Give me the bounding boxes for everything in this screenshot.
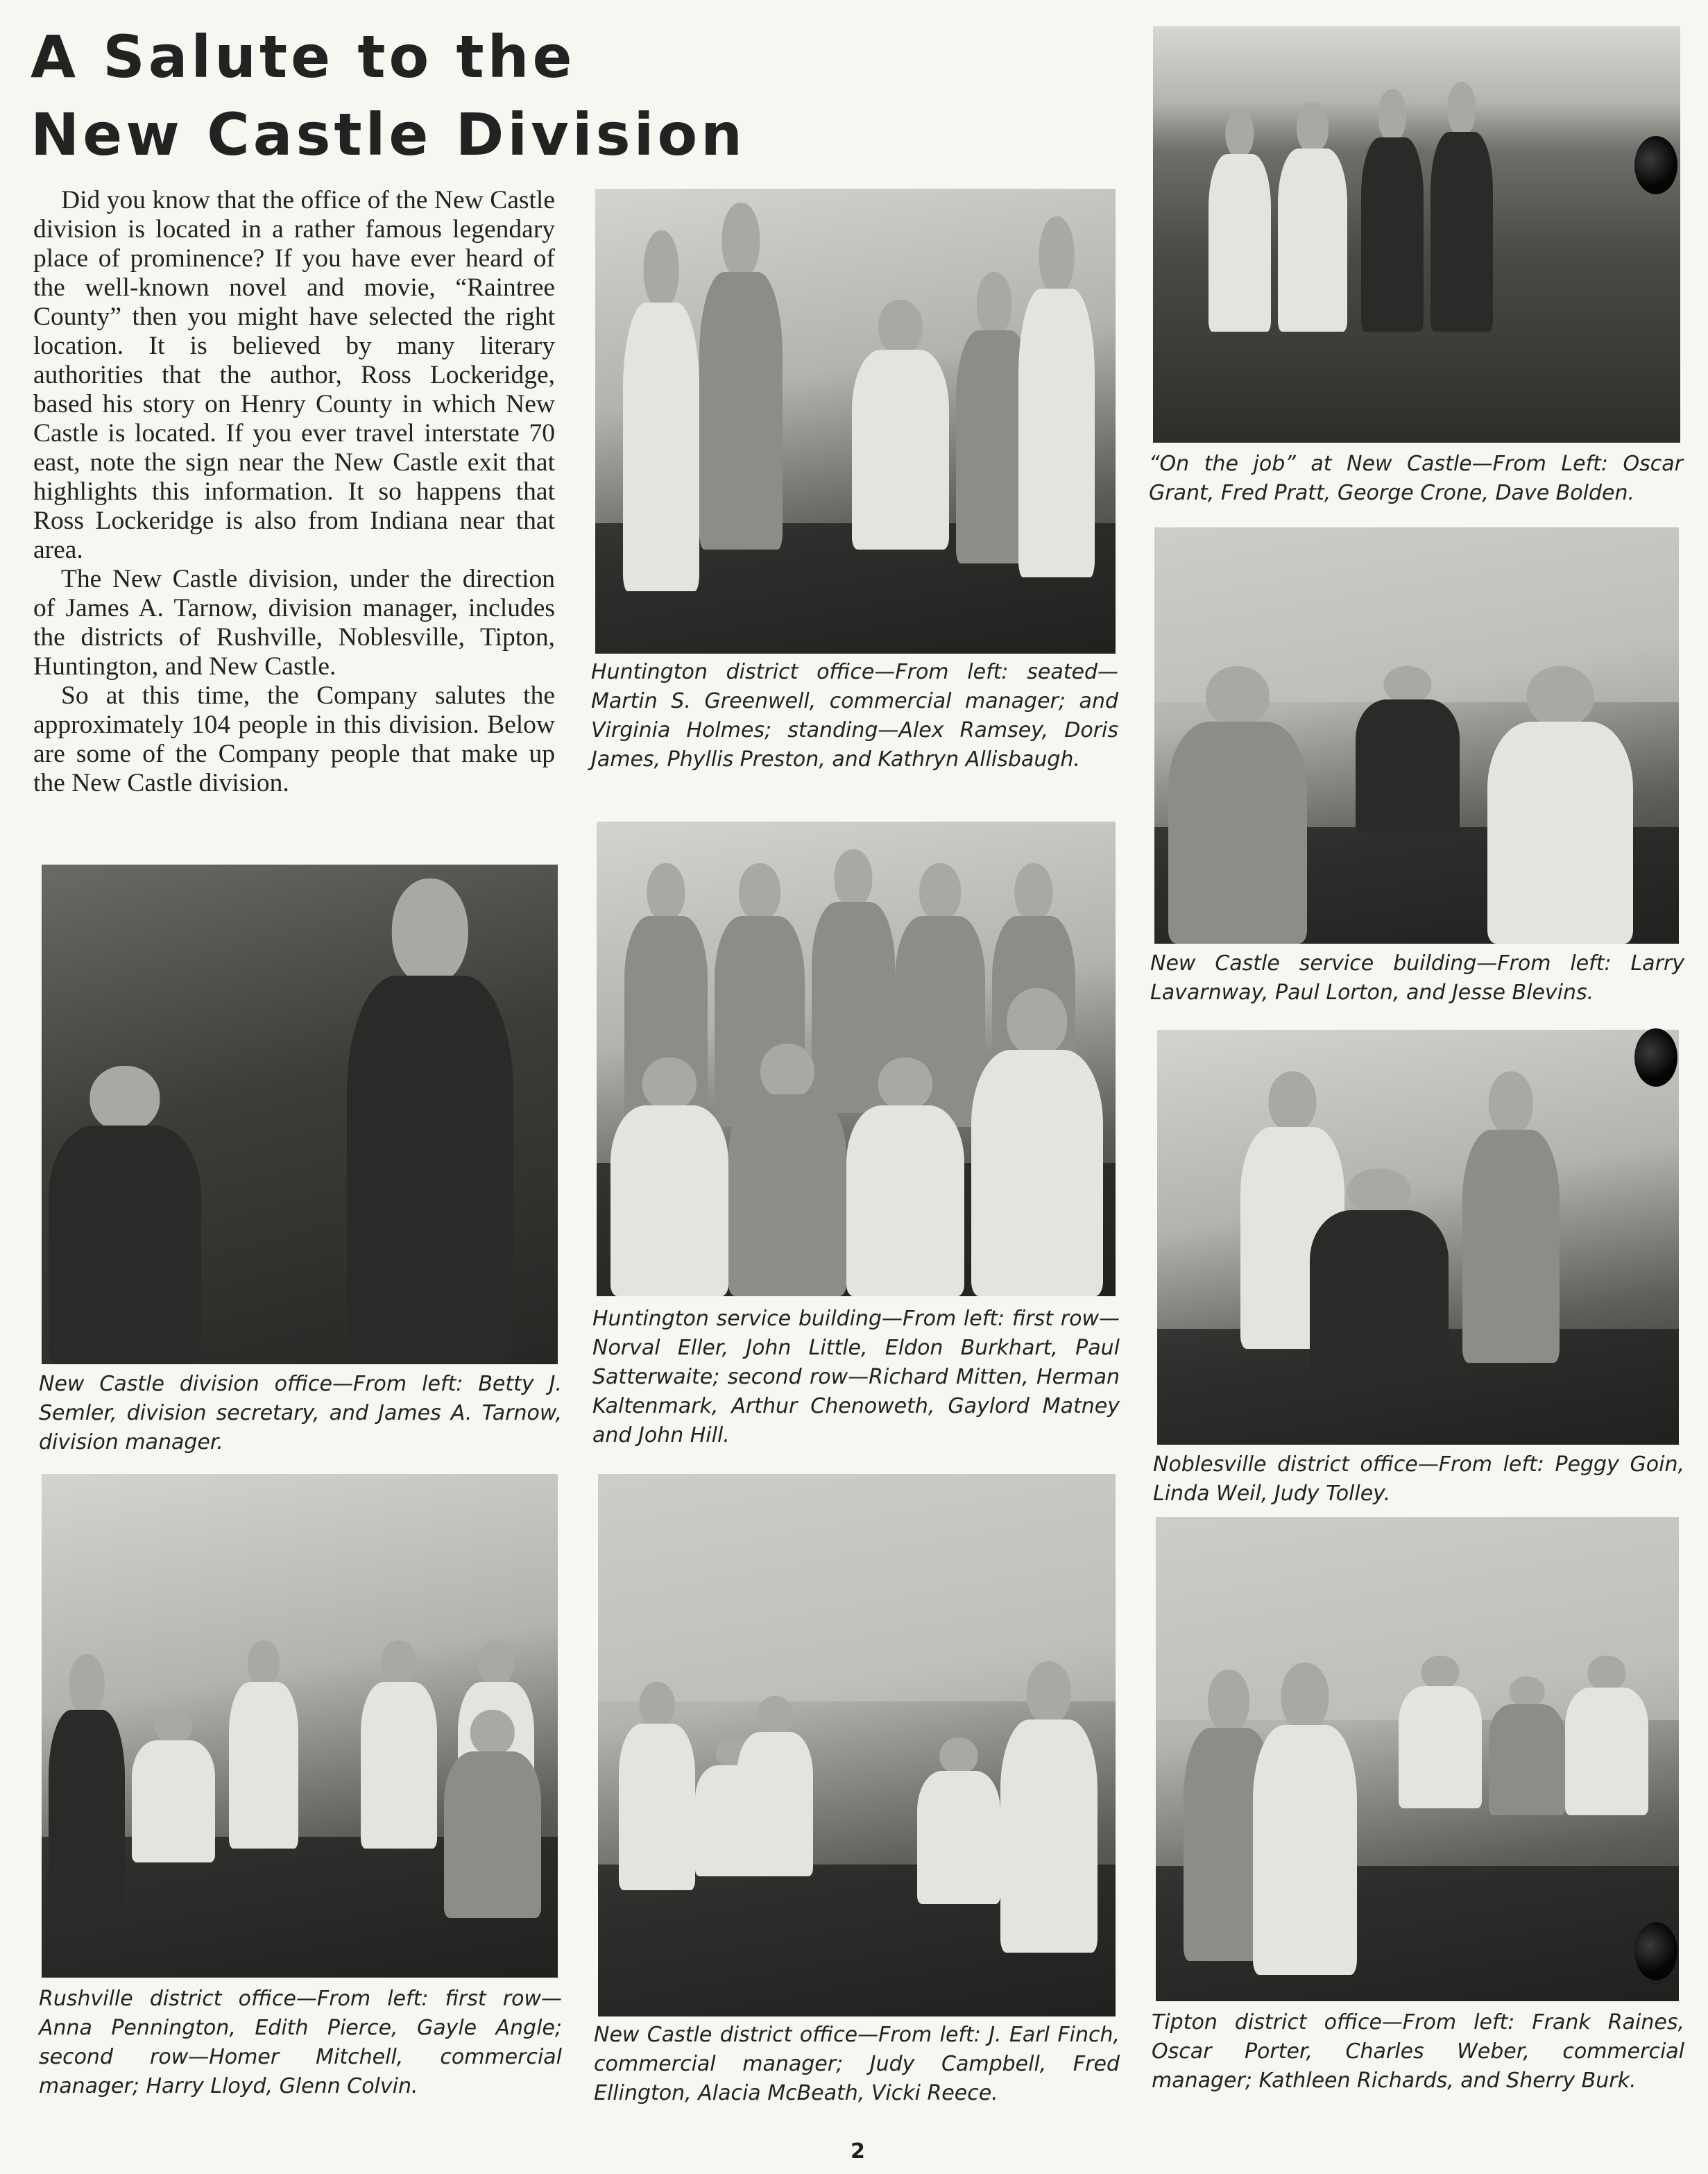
photo-huntington-service-building xyxy=(597,822,1116,1296)
photo-huntington-district-office xyxy=(595,189,1116,654)
title-line-2: New Castle Division xyxy=(31,101,746,169)
caption-rushville-district-office: Rushville district office—From left: first row—Anna Pennington, Edith Pierce, Gayle Angle; second row—Homer Mitchell, commercial manager; Harry Lloyd, Glenn Colvin. xyxy=(39,1987,562,2098)
intro-paragraph: So at this time, the Company salutes the approximately 104 people in this division. Below are some of the Company people that make up the New Castle division. xyxy=(33,681,555,797)
intro-paragraph: Did you know that the office of the New Castle division is located in a rather famous legendary place of prominence? If you have ever heard of the well-known novel and movie, “Raintree County” then you might have selected the right location. It is believed by many literary authorities that the author, Ross Lockeridge, based his story on Henry County in which New Castle is located. If you ever travel interstate 70 east, note the sign near the New Castle exit that highlights this information. It so happens that Ross Lockeridge is also from Indiana near that area. xyxy=(33,186,555,564)
photo-new-castle-service-building xyxy=(1154,527,1679,944)
photo-on-the-job xyxy=(1153,26,1680,443)
photo-noblesville-district-office xyxy=(1157,1030,1679,1445)
caption-noblesville-district-office: Noblesville district office—From left: Peggy Goin, Linda Weil, Judy Tolley. xyxy=(1153,1452,1684,1506)
binder-hole xyxy=(1634,1922,1677,1980)
binder-hole xyxy=(1634,1028,1677,1087)
photo-rushville-district-office xyxy=(42,1474,558,1978)
intro-paragraph: The New Castle division, under the direction of James A. Tarnow, division manager, includes the districts of Rushville, Noblesville, Tipton, Huntington, and New Castle. xyxy=(33,565,555,681)
article-title xyxy=(31,18,746,173)
photo-tipton-district-office xyxy=(1156,1517,1679,2001)
caption-huntington-service-building: Huntington service building—From left: first row—Norval Eller, John Little, Eldon Burkhart, Paul Satterwaite; second row—Richard Mitten, Herman Kaltenmark, Arthur Chenoweth, Gaylord Matney and John Hill. xyxy=(592,1307,1120,1447)
caption-tipton-district-office: Tipton district office—From left: Frank Raines, Oscar Porter, Charles Weber, commercial manager; Kathleen Richards, and Sherry Burk. xyxy=(1152,2010,1684,2093)
caption-new-castle-service-building: New Castle service building—From left: Larry Lavarnway, Paul Lorton, and Jesse Blevins. xyxy=(1150,951,1684,1005)
caption-new-castle-district-office: New Castle district office—From left: J. Earl Finch, commercial manager; Judy Campbell, Fred Ellington, Alacia McBeath, Vicki Reece. xyxy=(594,2023,1120,2105)
photo-new-castle-division-office xyxy=(42,865,558,1364)
photo-new-castle-district-office xyxy=(598,1474,1116,2016)
binder-hole xyxy=(1634,136,1677,194)
title-line-1: A Salute to the xyxy=(31,23,576,91)
caption-on-the-job: “On the job” at New Castle—From Left: Oscar Grant, Fred Pratt, George Crone, Dave Bolden. xyxy=(1149,452,1683,505)
caption-huntington-district-office: Huntington district office—From left: seated—Martin S. Greenwell, commercial manager; and Virginia Holmes; standing—Alex Ramsey, Doris James, Phyllis Preston, and Kathryn Allisbaugh. xyxy=(591,660,1118,772)
intro-text xyxy=(33,186,555,798)
caption-new-castle-division-office: New Castle division office—From left: Betty J. Semler, division secretary, and James A. Tarnow, division manager. xyxy=(39,1372,562,1454)
page-number: 2 xyxy=(851,2139,865,2164)
